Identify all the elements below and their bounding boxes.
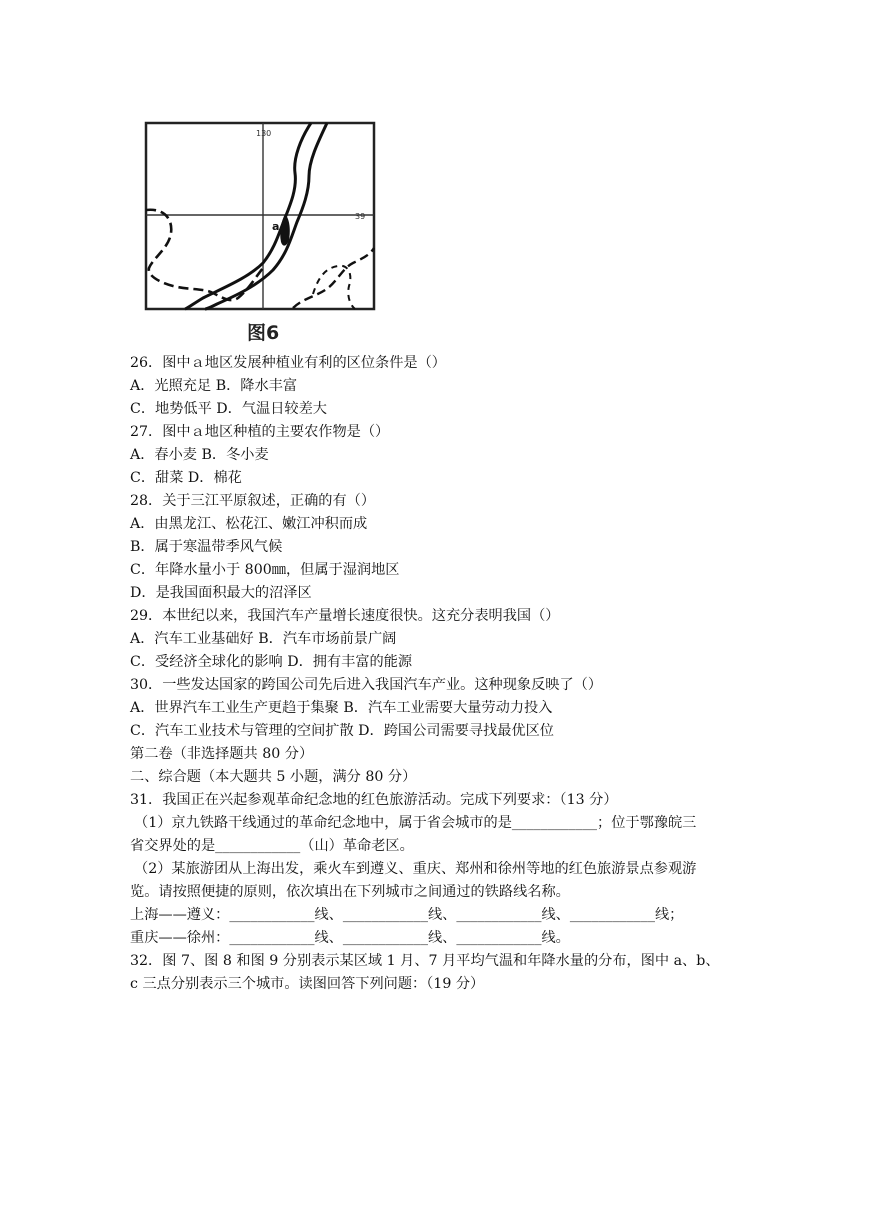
q27-options-cd: C．甜菜 D．棉花 [130,470,242,486]
q26-stem: 26．图中ａ地区发展种植业有利的区位条件是（） [130,355,446,371]
q31-part1-line2: 省交界处的是____________（山）革命老区。 [130,838,414,854]
q30-options-ab: A．世界汽车工业生产更趋于集聚 B．汽车工业需要大量劳动力投入 [130,700,553,716]
part-two-heading: 第二卷（非选择题共 80 分） [130,746,314,762]
river-line-2 [205,123,327,309]
q27-stem: 27．图中ａ地区种植的主要农作物是（） [130,424,390,440]
q31-part2-line2: 览。请按照便捷的原则，依次填出在下列城市之间通过的铁路线名称。 [130,884,570,900]
region-a-marker [280,214,290,246]
region-a-label: a [272,220,280,233]
river-line-1 [185,123,311,309]
q29-stem: 29．本世纪以来，我国汽车产量增长速度很快。这充分表明我国（） [130,608,560,624]
map-svg [143,118,383,318]
section-heading: 二、综合题（本大题共 5 小题，满分 80 分） [130,769,417,785]
q31-stem: 31．我国正在兴起参观革命纪念地的红色旅游活动。完成下列要求：（13 分） [130,792,618,808]
q30-options-cd: C．汽车工业技术与管理的空间扩散 D．跨国公司需要寻找最优区位 [130,723,554,739]
document-body [130,352,742,996]
boundary-dashed-east [293,248,374,308]
map-figure [143,118,383,346]
boundary-dashed-inner [313,266,355,309]
parallel-label: 39 [355,212,366,221]
q31-part2-line1: （2）某旅游团从上海出发，乘火车到遵义、重庆、郑州和徐州等地的红色旅游景点参观游 [134,861,697,877]
q28-stem: 28．关于三江平原叙述，正确的有（） [130,493,376,509]
q32-stem-line2: c 三点分别表示三个城市。读图回答下列问题：（19 分） [130,976,485,992]
q28-option-a: A．由黑龙江、松花江、嫩江冲积而成 [130,516,368,532]
q28-option-c: C．年降水量小于 800㎜，但属于湿润地区 [130,562,400,578]
meridian-label: 130 [256,129,272,138]
boundary-dashed-west [146,210,263,300]
q29-options-cd: C．受经济全球化的影响 D．拥有丰富的能源 [130,654,413,670]
q29-options-ab: A．汽车工业基础好 B．汽车市场前景广阔 [130,631,397,647]
q31-route-shanghai-zunyi: 上海——遵义：____________线、____________线、____________线、____________线； [130,907,684,923]
q32-stem-line1: 32．图 7、图 8 和图 9 分别表示某区域 1 月、7 月平均气温和年降水量的分布，图中 a、b、 [130,953,720,969]
q30-stem: 30．一些发达国家的跨国公司先后进入我国汽车产业。这种现象反映了（） [130,677,603,693]
q28-option-b: B．属于寒温带季风气候 [130,539,283,555]
q31-part1-line1: （1）京九铁路干线通过的革命纪念地中，属于省会城市的是____________；位于鄂豫皖三 [134,815,697,831]
q31-route-chongqing-xuzhou: 重庆——徐州：____________线、____________线、____________线。 [130,930,570,946]
q28-option-d: D．是我国面积最大的沼泽区 [130,585,312,601]
q27-options-ab: A．春小麦 B．冬小麦 [130,447,269,463]
q26-options-ab: A．光照充足 B．降水丰富 [130,378,298,394]
figure-caption: 图6 [247,322,280,344]
q26-options-cd: C．地势低平 D．气温日较差大 [130,401,327,417]
